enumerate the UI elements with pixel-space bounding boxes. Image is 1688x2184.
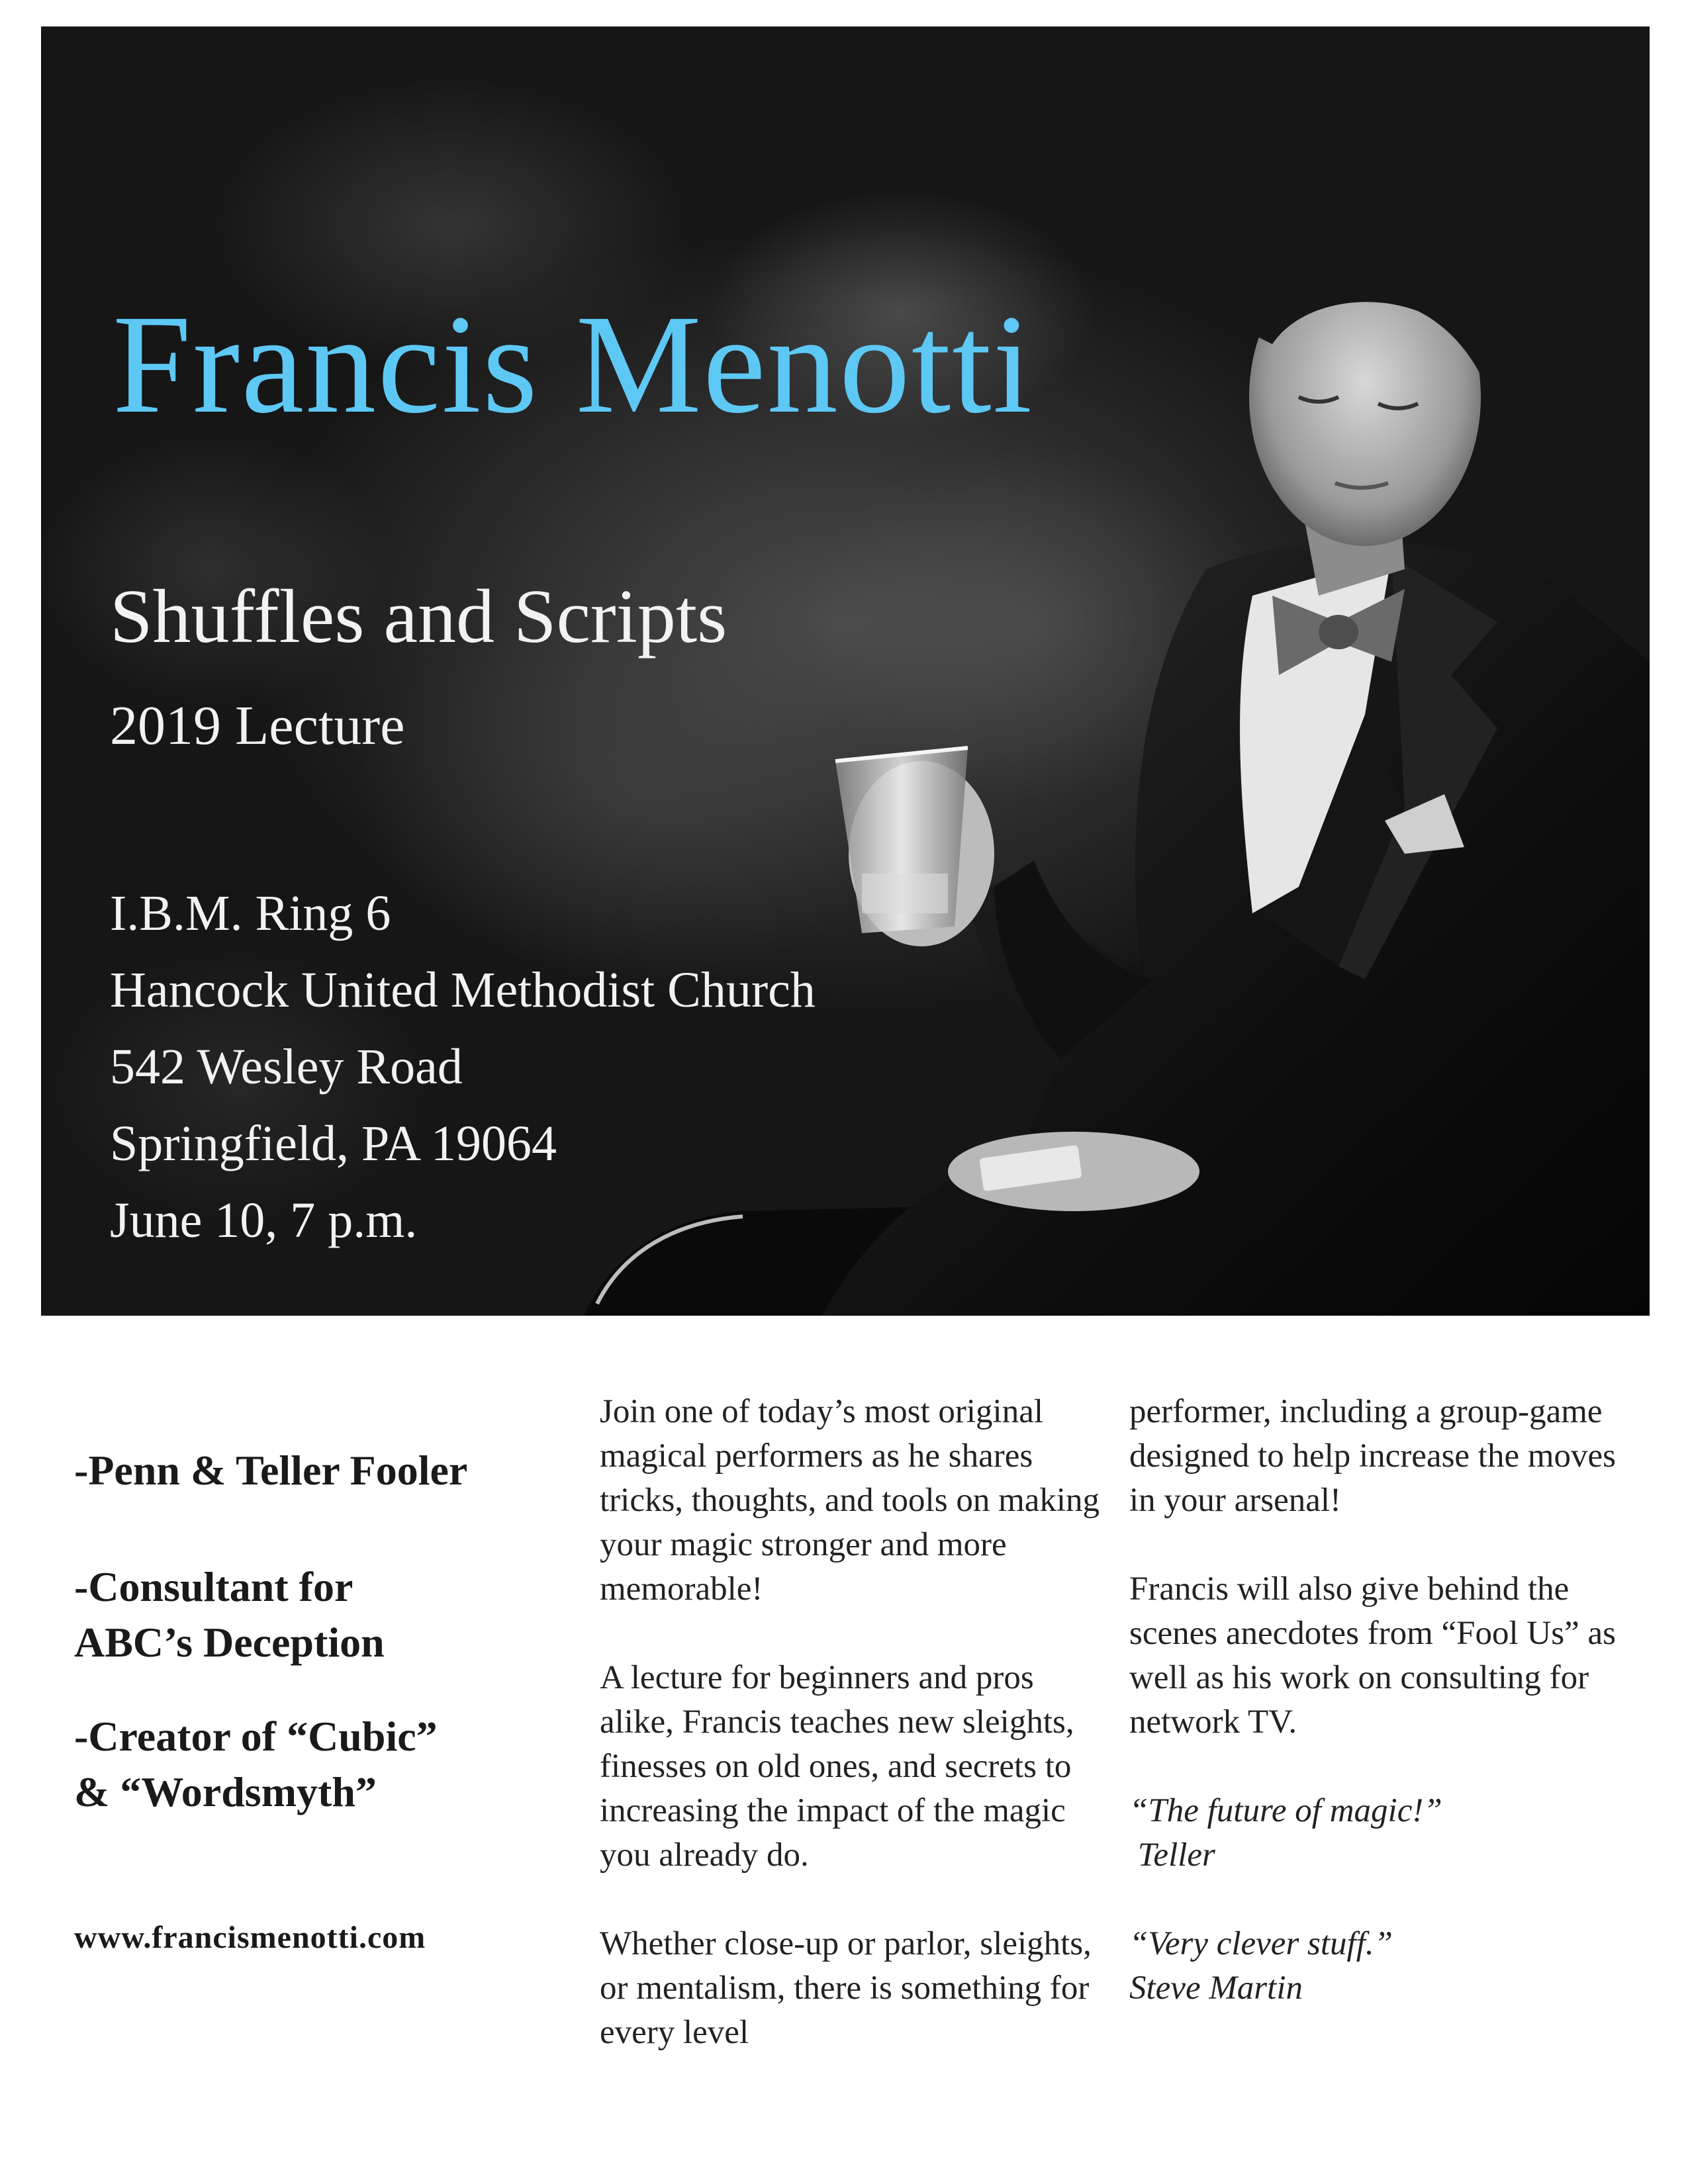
description-paragraph: Join one of today’s most original magical performers as he shares tricks, thoughts, and tools on making your magic stronger and more memorable! xyxy=(600,1393,1100,1608)
venue-street: 542 Wesley Road xyxy=(110,1039,463,1095)
description-paragraph: Whether close-up or parlor, sleights, or mentalism, there is something for every level xyxy=(600,1925,1092,2051)
description-column-2 xyxy=(1129,1390,1632,2011)
website-link[interactable]: www.francismenotti.com xyxy=(74,1920,426,1955)
lecture-title: Shuffles and Scripts xyxy=(110,574,727,659)
highlight-fooler xyxy=(74,1443,467,1498)
testimonial-author: Teller xyxy=(1129,1837,1215,1874)
event-date-time: June 10, 7 p.m. xyxy=(110,1193,418,1248)
venue-organization: I.B.M. Ring 6 xyxy=(110,886,391,941)
testimonial-quote: “The future of magic!” xyxy=(1129,1792,1442,1829)
venue-city: Springfield, PA 19064 xyxy=(110,1116,557,1171)
highlight-creator xyxy=(74,1709,438,1820)
highlight-consultant xyxy=(74,1559,385,1670)
venue-name: Hancock United Methodist Church xyxy=(110,962,816,1018)
description-paragraph: A lecture for beginners and pros alike, Francis teaches new sleights, finesses on old ones, and secrets to increasing the impact of the magic you already do. xyxy=(600,1659,1074,1874)
description-column-1 xyxy=(600,1390,1103,2099)
testimonial-author: Steve Martin xyxy=(1129,1970,1303,2007)
performer-name-title: Francis Menotti xyxy=(113,286,1034,443)
highlight-line: -Penn & Teller Fooler xyxy=(74,1447,468,1494)
lecture-year: 2019 Lecture xyxy=(110,695,405,756)
testimonial-quote: “Very clever stuff.” xyxy=(1129,1925,1393,1962)
description-paragraph: performer, including a group-game designed to help increase the moves in your arsenal! xyxy=(1129,1393,1617,1519)
description-paragraph: Francis will also give behind the scenes anecdotes from “Fool Us” as well as his work on consulting for network TV. xyxy=(1129,1570,1617,1741)
highlight-line: -Creator of “Cubic” xyxy=(74,1713,438,1760)
highlight-line: & “Wordsmyth” xyxy=(74,1768,377,1815)
highlight-line: -Consultant for xyxy=(74,1563,353,1610)
highlight-line: ABC’s Deception xyxy=(74,1619,385,1666)
hero-banner xyxy=(41,26,1650,1316)
